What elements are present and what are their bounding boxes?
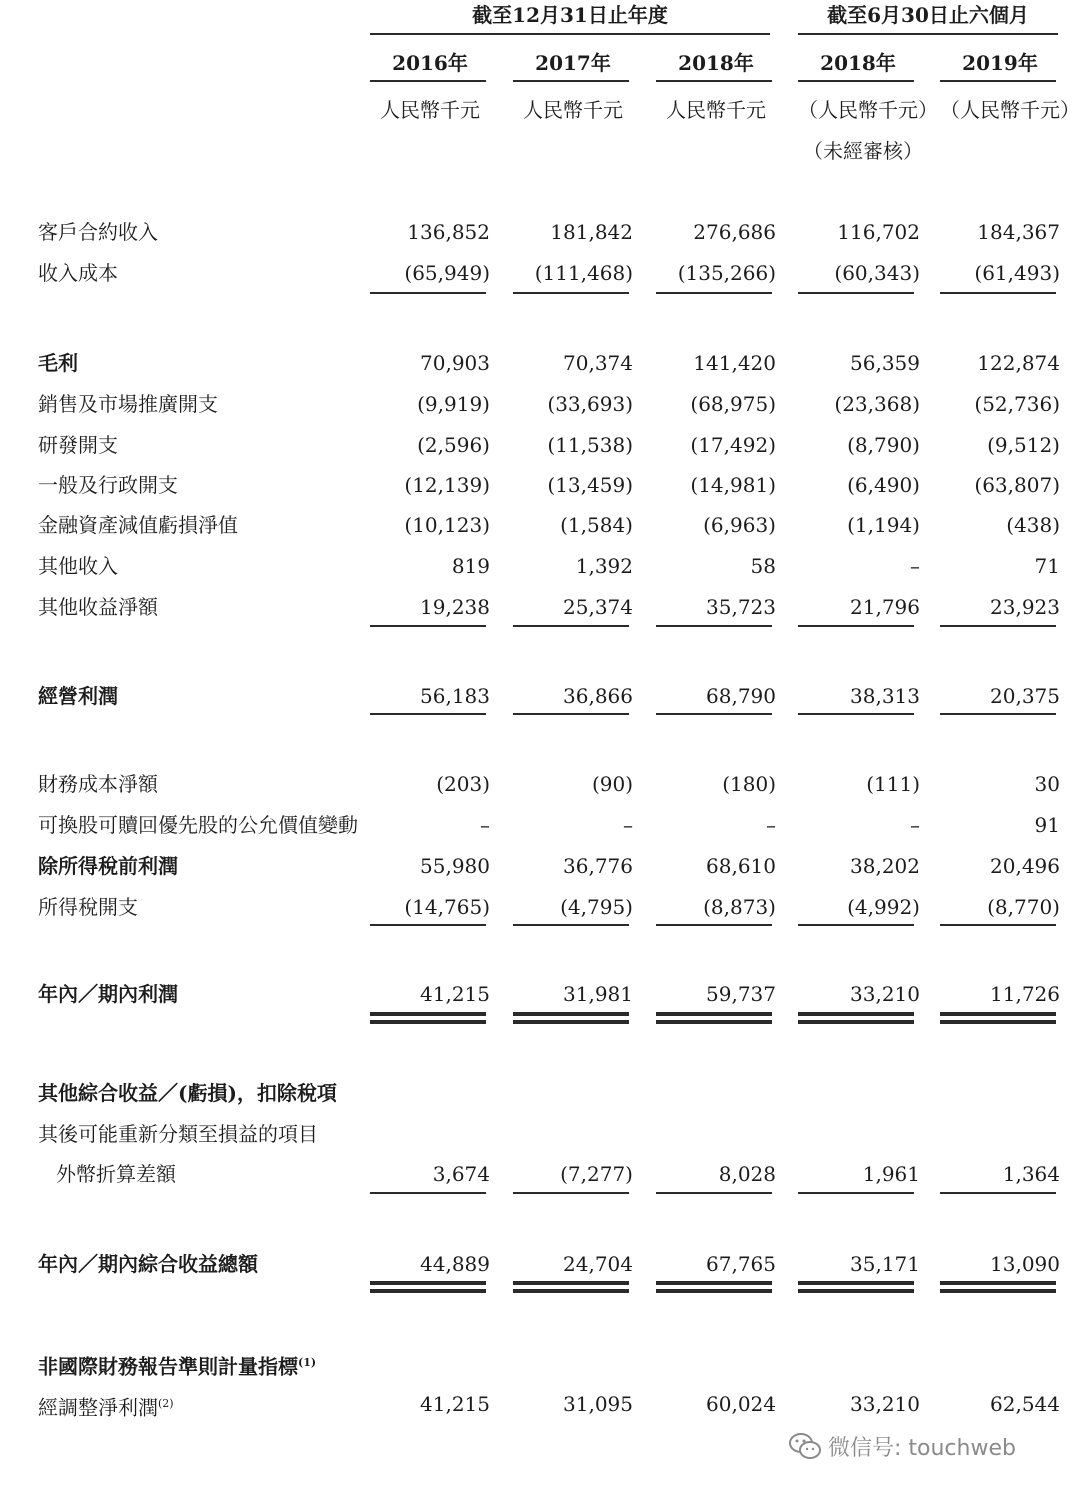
subtotal-rule — [513, 1192, 629, 1194]
subtotal-rule — [513, 713, 629, 715]
row-value: 56,183 — [420, 684, 490, 708]
row-label: 年內／期內綜合收益總額 — [38, 1252, 258, 1276]
subtotal-rule — [370, 713, 486, 715]
row-value: (63,807) — [974, 473, 1060, 497]
subtotal-rule — [513, 625, 629, 627]
row-value: – — [623, 813, 633, 837]
row-value: 44,889 — [420, 1252, 490, 1276]
row-label: 財務成本淨額 — [38, 772, 158, 796]
column-rule — [513, 80, 629, 82]
row-value: 67,765 — [706, 1252, 776, 1276]
row-label: 非國際財務報告準則計量指標$^{(1)}$ — [38, 1354, 317, 1379]
row-label: 可換股可贖回優先股的公允價值變動 — [38, 813, 358, 837]
total-double-rule — [940, 1281, 1056, 1285]
row-value: (180) — [722, 772, 776, 796]
header-group-rule — [370, 33, 770, 35]
row-value: 31,095 — [563, 1392, 633, 1416]
total-double-rule — [370, 1289, 486, 1293]
row-value: 11,726 — [990, 982, 1060, 1006]
column-unit: 人民幣千元 — [523, 98, 623, 122]
watermark — [788, 1429, 1016, 1463]
watermark-text: 微信号: touchweb — [828, 1435, 1016, 1461]
row-value: 36,866 — [563, 684, 633, 708]
row-value: 59,737 — [706, 982, 776, 1006]
row-value: 41,215 — [420, 982, 490, 1006]
column-rule — [656, 80, 772, 82]
total-double-rule — [656, 1289, 772, 1293]
row-value: (90) — [591, 772, 633, 796]
row-value: 276,686 — [693, 220, 776, 244]
header-group-rule — [798, 33, 1058, 35]
row-value: 41,215 — [420, 1392, 490, 1416]
total-double-rule — [798, 1012, 914, 1016]
column-rule — [370, 80, 486, 82]
row-value: (2,596) — [417, 433, 490, 457]
row-value: 60,024 — [706, 1392, 776, 1416]
subtotal-rule — [656, 625, 772, 627]
row-value: 141,420 — [693, 351, 776, 375]
row-value: 8,028 — [718, 1162, 776, 1186]
row-value: (9,512) — [987, 433, 1060, 457]
row-value: 25,374 — [563, 595, 633, 619]
row-value: (9,919) — [417, 392, 490, 416]
subtotal-rule — [798, 292, 914, 294]
row-value: (8,873) — [703, 895, 776, 919]
total-double-rule — [513, 1289, 629, 1293]
row-value: 70,903 — [420, 351, 490, 375]
column-note: （未經審核） — [803, 139, 923, 163]
row-value: 116,702 — [837, 220, 920, 244]
subtotal-rule — [798, 1192, 914, 1194]
row-label: 毛利 — [38, 351, 78, 375]
column-year: 2016年 — [392, 51, 468, 75]
row-value: 1,364 — [1002, 1162, 1060, 1186]
row-value: 31,981 — [563, 982, 633, 1006]
row-label: 年內／期內利潤 — [38, 982, 178, 1006]
row-value: 38,313 — [850, 684, 920, 708]
subtotal-rule — [940, 292, 1056, 294]
column-year: 2018年 — [820, 51, 896, 75]
subtotal-rule — [940, 713, 1056, 715]
subtotal-rule — [370, 1192, 486, 1194]
row-value: (111,468) — [534, 261, 633, 285]
row-label: 除所得稅前利潤 — [38, 854, 178, 878]
row-value: (23,368) — [834, 392, 920, 416]
row-value: (65,949) — [404, 261, 490, 285]
row-label: 經營利潤 — [38, 684, 118, 708]
subtotal-rule — [798, 625, 914, 627]
row-value: (438) — [1006, 513, 1060, 537]
total-double-rule — [940, 1012, 1056, 1016]
row-label: 經調整淨利潤$^{(2)}$ — [38, 1395, 174, 1420]
total-double-rule — [370, 1012, 486, 1016]
row-label: 金融資產減值虧損淨值 — [38, 513, 238, 537]
row-value: 819 — [451, 554, 490, 578]
row-value: (14,765) — [404, 895, 490, 919]
subtotal-rule — [656, 713, 772, 715]
row-value: (203) — [436, 772, 490, 796]
row-value: – — [910, 554, 920, 578]
row-value: (135,266) — [677, 261, 776, 285]
row-value: (6,490) — [847, 473, 920, 497]
total-double-rule — [656, 1020, 772, 1024]
row-value: 181,842 — [550, 220, 633, 244]
row-value: 122,874 — [977, 351, 1060, 375]
row-value: 55,980 — [420, 854, 490, 878]
row-label: 其他收益淨額 — [38, 595, 158, 619]
row-value: 35,723 — [706, 595, 776, 619]
row-value: 24,704 — [563, 1252, 633, 1276]
row-label: 其後可能重新分類至損益的項目 — [38, 1122, 318, 1146]
footnote-marker: (1) — [298, 1356, 317, 1369]
row-value: 1,392 — [575, 554, 633, 578]
total-double-rule — [798, 1281, 914, 1285]
subtotal-rule — [798, 713, 914, 715]
row-value: 68,790 — [706, 684, 776, 708]
column-unit: （人民幣千元） — [940, 98, 1080, 122]
row-value: 62,544 — [990, 1392, 1060, 1416]
total-double-rule — [656, 1281, 772, 1285]
subtotal-rule — [513, 924, 629, 926]
subtotal-rule — [370, 924, 486, 926]
row-value: 21,796 — [850, 595, 920, 619]
footnote-marker: (2) — [158, 1397, 174, 1410]
row-value: (13,459) — [547, 473, 633, 497]
total-double-rule — [513, 1012, 629, 1016]
row-value: 184,367 — [977, 220, 1060, 244]
row-value: 70,374 — [563, 351, 633, 375]
row-value: 68,610 — [706, 854, 776, 878]
column-year: 2017年 — [535, 51, 611, 75]
row-value: 91 — [1034, 813, 1060, 837]
column-rule — [798, 80, 914, 82]
subtotal-rule — [370, 625, 486, 627]
row-label: 一般及行政開支 — [38, 473, 178, 497]
subtotal-rule — [656, 1192, 772, 1194]
row-value: 19,238 — [420, 595, 490, 619]
row-label: 研發開支 — [38, 433, 118, 457]
row-value: (4,992) — [847, 895, 920, 919]
total-double-rule — [513, 1281, 629, 1285]
wechat-icon — [788, 1431, 822, 1461]
row-label: 其他綜合收益／(虧損)，扣除稅項 — [38, 1081, 337, 1105]
row-value: (10,123) — [404, 513, 490, 537]
subtotal-rule — [940, 625, 1056, 627]
row-label: 外幣折算差額 — [56, 1162, 176, 1186]
row-value: (7,277) — [560, 1162, 633, 1186]
row-value: 33,210 — [850, 1392, 920, 1416]
column-year: 2018年 — [678, 51, 754, 75]
row-value: 3,674 — [432, 1162, 490, 1186]
total-double-rule — [370, 1281, 486, 1285]
row-value: 136,852 — [407, 220, 490, 244]
header-group-annual: 截至12月31日止年度 — [472, 3, 668, 27]
total-double-rule — [798, 1289, 914, 1293]
row-value: 1,961 — [862, 1162, 920, 1186]
row-value: (33,693) — [547, 392, 633, 416]
row-value: (52,736) — [974, 392, 1060, 416]
row-value: 33,210 — [850, 982, 920, 1006]
row-value: – — [766, 813, 776, 837]
subtotal-rule — [656, 292, 772, 294]
row-value: 56,359 — [850, 351, 920, 375]
row-value: (8,770) — [987, 895, 1060, 919]
row-label: 收入成本 — [38, 261, 118, 285]
row-value: 20,496 — [990, 854, 1060, 878]
total-double-rule — [798, 1020, 914, 1024]
row-value: 20,375 — [990, 684, 1060, 708]
row-label: 其他收入 — [38, 554, 118, 578]
subtotal-rule — [513, 292, 629, 294]
subtotal-rule — [370, 292, 486, 294]
row-value: (1,194) — [847, 513, 920, 537]
row-value: 71 — [1034, 554, 1060, 578]
row-value: (60,343) — [834, 261, 920, 285]
row-value: (11,538) — [547, 433, 633, 457]
column-year: 2019年 — [962, 51, 1038, 75]
subtotal-rule — [798, 924, 914, 926]
row-value: 35,171 — [850, 1252, 920, 1276]
row-value: (68,975) — [690, 392, 776, 416]
total-double-rule — [940, 1020, 1056, 1024]
column-unit: 人民幣千元 — [666, 98, 766, 122]
row-value: (111) — [866, 772, 920, 796]
total-double-rule — [656, 1012, 772, 1016]
row-value: (4,795) — [560, 895, 633, 919]
header-group-interim: 截至6月30日止六個月 — [827, 3, 1029, 27]
row-value: (8,790) — [847, 433, 920, 457]
total-double-rule — [370, 1020, 486, 1024]
row-label: 客戶合約收入 — [38, 220, 158, 244]
row-value: (61,493) — [974, 261, 1060, 285]
row-value: 23,923 — [990, 595, 1060, 619]
row-value: – — [480, 813, 490, 837]
row-value: 58 — [750, 554, 776, 578]
row-label: 銷售及市場推廣開支 — [38, 392, 218, 416]
subtotal-rule — [656, 924, 772, 926]
total-double-rule — [940, 1289, 1056, 1293]
total-double-rule — [513, 1020, 629, 1024]
row-value: 30 — [1034, 772, 1060, 796]
subtotal-rule — [940, 1192, 1056, 1194]
row-value: (17,492) — [690, 433, 776, 457]
row-value: (1,584) — [560, 513, 633, 537]
row-value: (14,981) — [690, 473, 776, 497]
row-label: 所得稅開支 — [38, 895, 138, 919]
row-value: (6,963) — [703, 513, 776, 537]
row-value: – — [910, 813, 920, 837]
column-rule — [940, 80, 1056, 82]
row-value: 13,090 — [990, 1252, 1060, 1276]
row-value: (12,139) — [404, 473, 490, 497]
column-unit: （人民幣千元） — [798, 98, 938, 122]
subtotal-rule — [940, 924, 1056, 926]
row-value: 38,202 — [850, 854, 920, 878]
row-value: 36,776 — [563, 854, 633, 878]
column-unit: 人民幣千元 — [380, 98, 480, 122]
